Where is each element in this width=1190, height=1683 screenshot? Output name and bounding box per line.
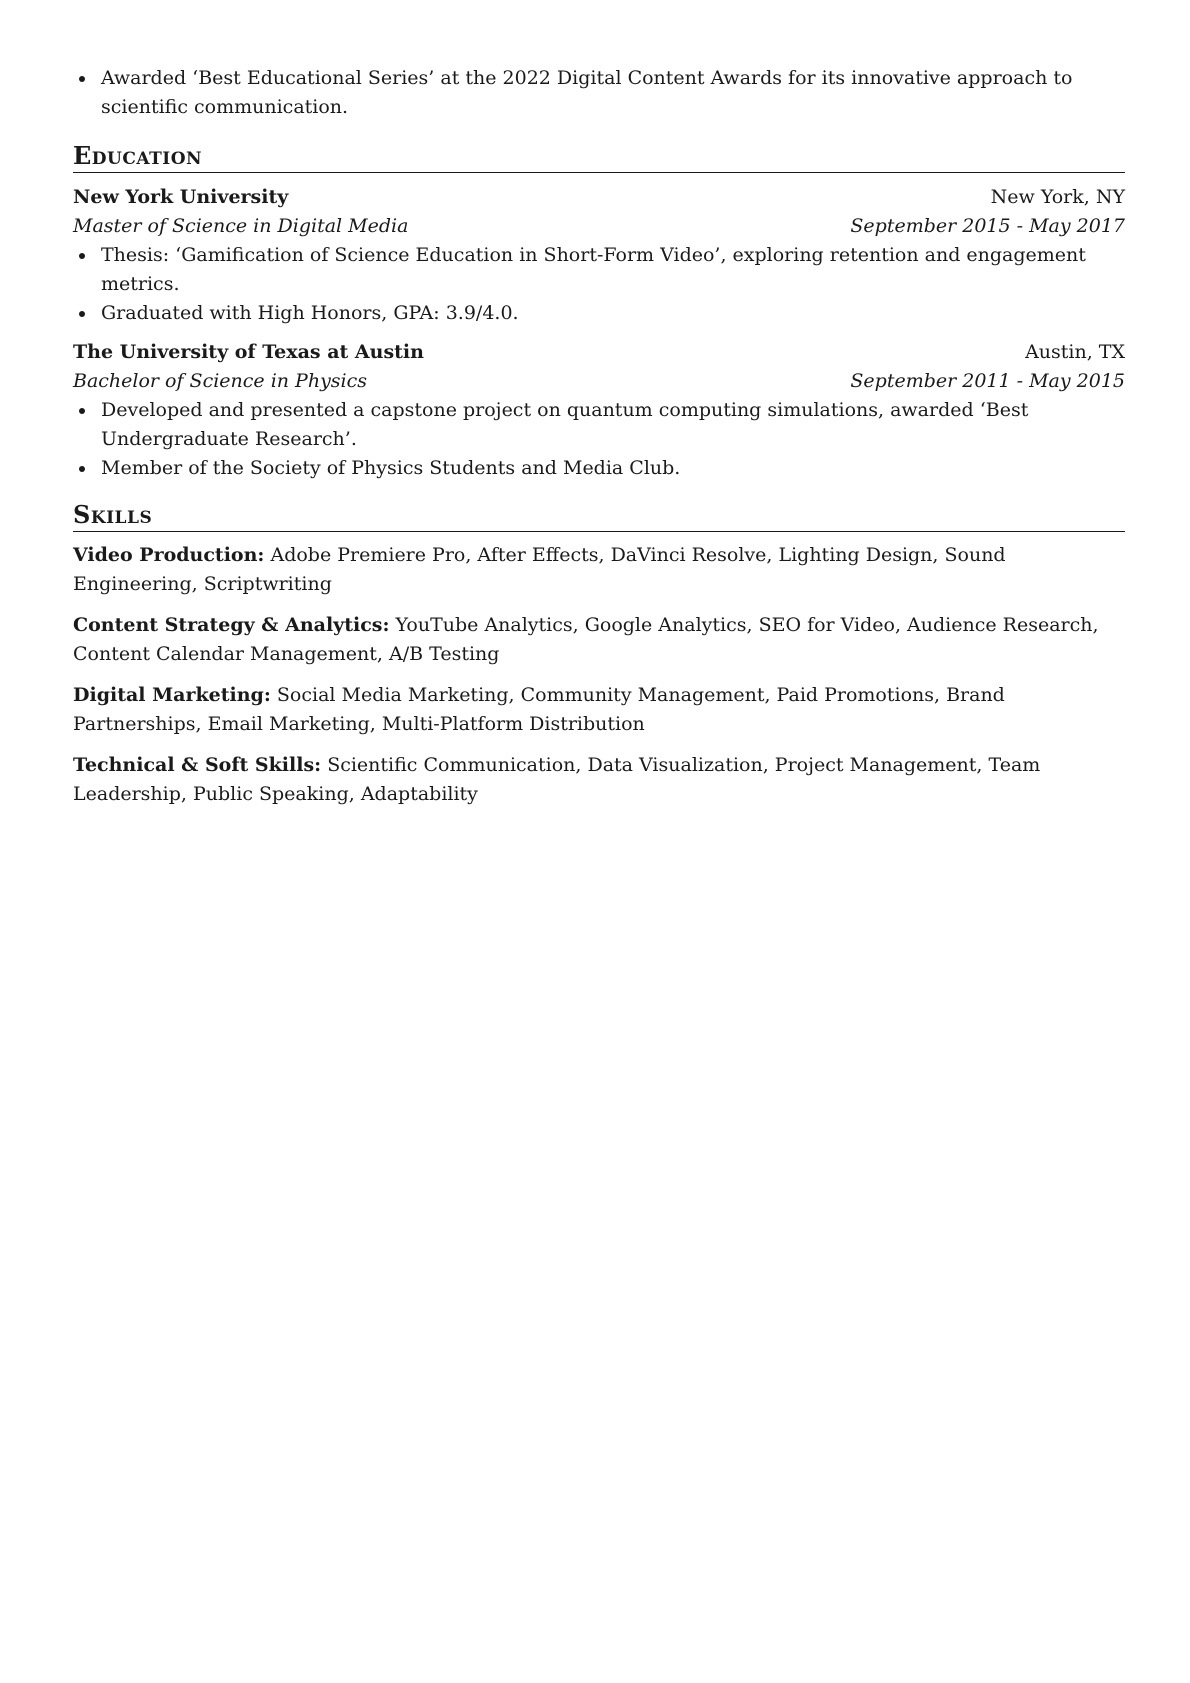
education-section — [73, 142, 1125, 483]
education-entry — [73, 338, 1125, 483]
education-entry — [73, 183, 1125, 328]
bullet-item: Graduated with High Honors, GPA: 3.9/4.0. — [73, 299, 1125, 328]
skill-group — [73, 681, 1125, 739]
skills-section — [73, 501, 1125, 809]
skill-values: Adobe Premiere Pro, After Effects, DaVinci Resolve, Lighting Design, Sound Engineering, Scriptwriting — [73, 544, 1006, 595]
bullet-item: Developed and presented a capstone project on quantum computing simulations, awarded ‘Best Undergraduate Research’. — [73, 396, 1125, 454]
skill-values: Scientific Communication, Data Visualization, Project Management, Team Leadership, Public Speaking, Adaptability — [73, 754, 1041, 805]
bullet-item: Member of the Society of Physics Students and Media Club. — [73, 454, 1125, 483]
skill-category: Technical & Soft Skills: — [73, 754, 322, 776]
institution-location: New York, NY — [990, 186, 1125, 208]
skill-category: Video Production: — [73, 544, 265, 566]
bullet-item: Awarded ‘Best Educational Series’ at the 2022 Digital Content Awards for its innovative approach to scientific communication. — [73, 64, 1125, 122]
skill-values: YouTube Analytics, Google Analytics, SEO for Video, Audience Research, Content Calendar Management, A/B Testing — [73, 614, 1099, 665]
previous-entry-bullets — [73, 64, 1125, 122]
degree-name: Bachelor of Science in Physics — [73, 370, 368, 392]
institution-name: The University of Texas at Austin — [73, 341, 424, 363]
degree-dates: September 2011 - May 2015 — [850, 370, 1125, 392]
skills-list — [73, 541, 1125, 809]
bullet-item: Thesis: ‘Gamification of Science Education in Short-Form Video’, exploring retention and engagement metrics. — [73, 241, 1125, 299]
education-bullets — [73, 396, 1125, 483]
degree-name: Master of Science in Digital Media — [73, 215, 409, 237]
degree-dates: September 2015 - May 2017 — [850, 215, 1125, 237]
skill-category: Content Strategy & Analytics: — [73, 614, 390, 636]
skill-group — [73, 611, 1125, 669]
section-title-skills: Skills — [73, 501, 1125, 532]
section-title-education: Education — [73, 142, 1125, 173]
skill-values: Social Media Marketing, Community Management, Paid Promotions, Brand Partnerships, Email Marketing, Multi-Platform Distribution — [73, 684, 1005, 735]
institution-name: New York University — [73, 186, 289, 208]
skill-group — [73, 751, 1125, 809]
education-bullets — [73, 241, 1125, 328]
skill-group — [73, 541, 1125, 599]
skill-category: Digital Marketing: — [73, 684, 271, 706]
resume-page — [73, 64, 1125, 809]
institution-location: Austin, TX — [1025, 341, 1125, 363]
